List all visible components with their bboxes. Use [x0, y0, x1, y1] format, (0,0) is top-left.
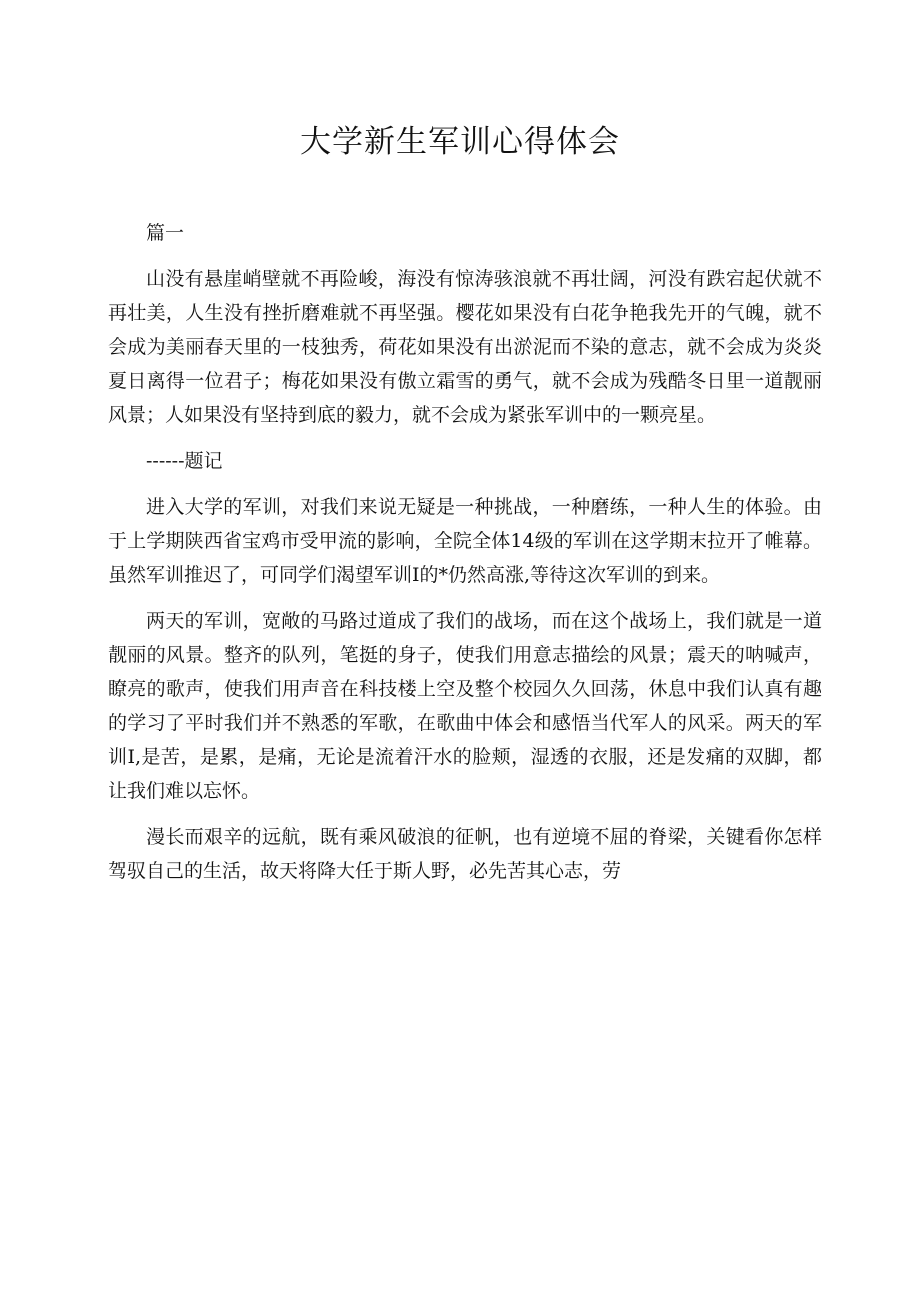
epigraph-attribution: ------题记 [146, 450, 223, 472]
body-paragraph-2: 两天的军训，宽敞的马路过道成了我们的战场，而在这个战场上，我们就是一道靓丽的风景。整齐的队列，笔挺的身子，使我们用意志描绘的风景；震天的呐喊声，瞭亮的歌声，使我们用声音在科技楼上空及整个校园久久回荡，休息中我们认真有趣的学习了平时我们并不熟悉的军歌，在歌曲中体会和感悟当代军人的风采。两天的军训I,是苦，是累，是痛，无论是流着汗水的脸颊，湿透的衣服，还是发痛的双脚，都让我们难以忘怀。 [108, 610, 822, 802]
body-paragraph-3: 漫长而艰辛的远航，既有乘风破浪的征帆，也有逆境不屈的脊梁，关键看你怎样驾驭自己的生活，故天将降大任于斯人野，必先苦其心志，劳 [108, 826, 822, 882]
section-label: 篇一 [146, 222, 185, 244]
body-paragraph-1: 进入大学的军训，对我们来说无疑是一种挑战，一种磨练，一种人生的体验。由于上学期陕西省宝鸡市受甲流的影响，全院全体14级的军训在这学期末拉开了帷幕。虽然军训推迟了，可同学们渴望军训I的*仍然高涨,等待这次军训的到来。 [108, 496, 822, 586]
page-title: 大学新生军训心得体会 [300, 124, 620, 160]
epigraph-paragraph: 山没有悬崖峭壁就不再险峻，海没有惊涛骇浪就不再壮阔，河没有跌宕起伏就不再壮美，人生没有挫折磨难就不再坚强。樱花如果没有白花争艳我先开的气魄，就不会成为美丽春天里的一枝独秀，荷花如果没有出淤泥而不染的意志，就不会成为炎炎夏日离得一位君子；梅花如果没有傲立霜雪的勇气，就不会成为残酷冬日里一道靓丽风景；人如果没有坚持到底的毅力，就不会成为紧张军训中的一颗亮星。 [108, 268, 822, 426]
document-body [108, 216, 822, 888]
